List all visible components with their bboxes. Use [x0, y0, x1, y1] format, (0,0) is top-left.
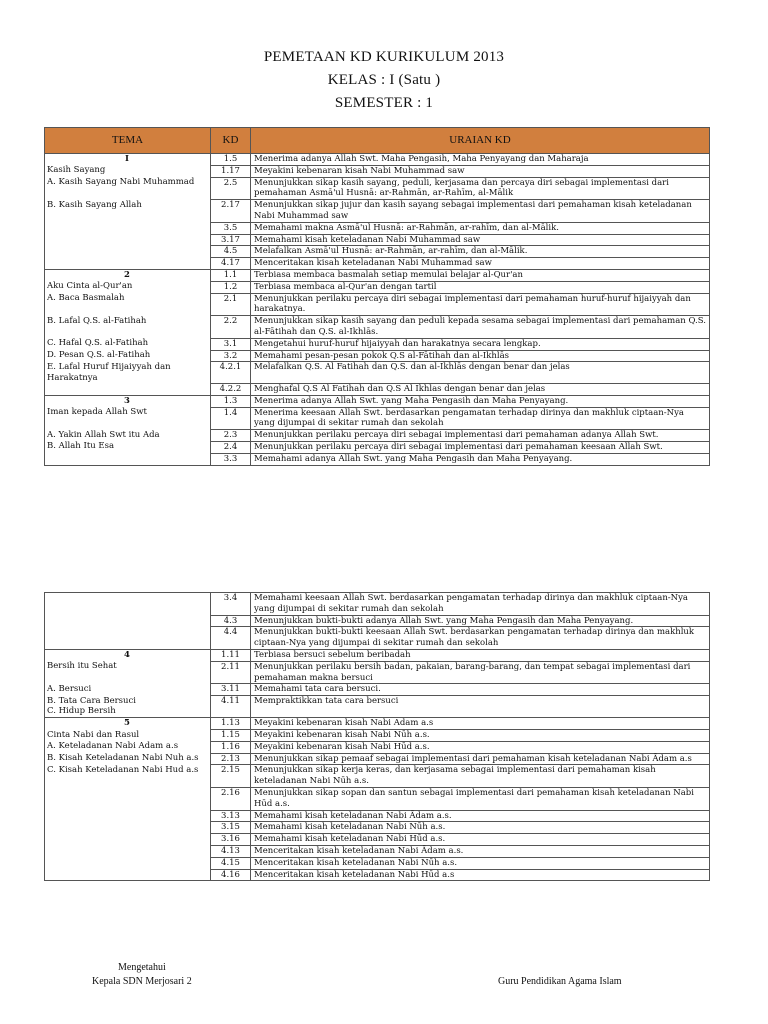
- table-row: [45, 281, 710, 293]
- tema-item: C. Kisah Keteladanan Nabi Hud a.s: [47, 764, 199, 775]
- kd-description: Menceritakan kisah keteladanan Nabi Nūh a.s.: [251, 857, 710, 869]
- tema-item: A. Keteladanan Nabi Adam a.s: [47, 741, 179, 752]
- kd-description: Meyakini kebenaran kisah Nabi Nūh a.s.: [251, 730, 710, 742]
- tema-cell: [45, 316, 211, 339]
- kd-code: 2.2: [211, 316, 251, 339]
- tema-item: D. Pesan Q.S. al-Fatihah: [47, 350, 151, 361]
- kd-code: 4.2.1: [211, 362, 251, 384]
- tema-number: 2: [124, 269, 130, 280]
- table-row: [45, 165, 710, 177]
- tema-cell: [45, 788, 211, 811]
- tema-cell: [45, 165, 211, 177]
- tema-cell: [45, 154, 211, 166]
- kd-description: Menceritakan kisah keteladanan Nabi Ādam a.s.: [251, 846, 710, 858]
- kd-code: 2.4: [211, 441, 251, 453]
- tema-cell: [45, 200, 211, 223]
- kd-code: 2.3: [211, 430, 251, 442]
- kd-description: Menunjukkan perilaku bersih badan, pakaian, barang-barang, dan tempat sebagai implementasi dari pemahaman makna bersuci: [251, 661, 710, 684]
- table-row: [45, 338, 710, 350]
- table-row: [45, 222, 710, 234]
- tema-cell: [45, 834, 211, 846]
- tema-cell: [45, 741, 211, 753]
- kd-description: Terbiasa membaca al-Qur'an dengan tartil: [251, 281, 710, 293]
- table-row: [45, 696, 710, 718]
- tema-item: Iman kepada Allah Swt: [47, 407, 147, 418]
- table-row: [45, 822, 710, 834]
- table-row: [45, 316, 710, 339]
- kd-description: Memahami adanya Allah Swt. yang Maha Pengasih dan Maha Penyayang.: [251, 453, 710, 465]
- kd-code: 1.1: [211, 269, 251, 281]
- table-row: [45, 718, 710, 730]
- tema-cell: [45, 593, 211, 616]
- kd-code: 4.13: [211, 846, 251, 858]
- tema-number: 4: [124, 649, 130, 660]
- table-row: [45, 441, 710, 453]
- kd-description: Meyakini kebenaran kisah Nabi Hūd a.s.: [251, 741, 710, 753]
- tema-cell: [45, 293, 211, 316]
- kd-code: 2.1: [211, 293, 251, 316]
- tema-cell: [45, 246, 211, 258]
- kd-code: 3.13: [211, 810, 251, 822]
- kd-description: Menghafal Q.S Al Fatihah dan Q.S Al Ikhlas dengan benar dan jelas: [251, 383, 710, 395]
- kd-code: 3.2: [211, 350, 251, 362]
- tema-number: 5: [124, 718, 130, 729]
- tema-cell: [45, 810, 211, 822]
- kd-code: 2.5: [211, 177, 251, 200]
- tema-cell: [45, 730, 211, 742]
- table-row: [45, 857, 710, 869]
- kd-description: Menunjukkan sikap pemaaf sebagai implementasi dari pemahaman kisah keteladanan Nabi Ādam a.s: [251, 753, 710, 765]
- teacher-title: Guru Pendidikan Agama Islam: [498, 976, 622, 987]
- tema-item: B. Tata Cara Bersuci: [47, 695, 136, 706]
- table-row: [45, 741, 710, 753]
- kd-code: 1.2: [211, 281, 251, 293]
- table-row: [45, 661, 710, 684]
- semester-label: SEMESTER : 1: [334, 95, 434, 111]
- kd-code: 1.17: [211, 165, 251, 177]
- kd-mapping-table-page2: [44, 592, 710, 881]
- tema-number: 3: [124, 395, 130, 406]
- kd-code: 1.11: [211, 649, 251, 661]
- table-row: [45, 154, 710, 166]
- kd-description: Mengetahui huruf-huruf hijaiyyah dan harakatnya secara lengkap.: [251, 338, 710, 350]
- table-row: [45, 810, 710, 822]
- kd-code: 2.15: [211, 765, 251, 788]
- kd-code: 2.17: [211, 200, 251, 223]
- kd-description: Menunjukkan bukti-bukti keesaan Allah Swt. berdasarkan pengamatan terhadap dirinya dan makhluk ciptaan-Nya yang dijumpai di sekitar rumah dan sekolah: [251, 627, 710, 650]
- tema-number: I: [125, 154, 129, 164]
- tema-cell: [45, 857, 211, 869]
- tema-cell: [45, 258, 211, 270]
- tema-item: E. Lafal Huruf Hijaiyyah dan Harakatnya: [47, 361, 171, 383]
- tema-cell: [45, 222, 211, 234]
- kd-description: Menerima adanya Allah Swt. Maha Pengasih, Maha Penyayang dan Maharaja: [251, 154, 710, 166]
- tema-item: B. Kasih Sayang Allah: [47, 199, 142, 210]
- tema-item: B. Kisah Keteladanan Nabi Nuh a.s: [47, 753, 199, 764]
- kd-code: 1.3: [211, 395, 251, 407]
- kd-code: 3.3: [211, 453, 251, 465]
- kd-description: Menceritakan kisah keteladanan Nabi Hūd a.s: [251, 869, 710, 881]
- kd-code: 1.15: [211, 730, 251, 742]
- header-tema: TEMA: [45, 128, 211, 154]
- tema-cell: [45, 627, 211, 650]
- kd-description: Menunjukkan sikap kerja keras, dan kerjasama sebagai implementasi dari pemahaman kisah keteladanan Nabi Nūh a.s.: [251, 765, 710, 788]
- table-row: [45, 200, 710, 223]
- kd-code: 2.11: [211, 661, 251, 684]
- tema-item: A. Kasih Sayang Nabi Muhammad: [47, 177, 195, 188]
- tema-cell: [45, 177, 211, 200]
- table-row: [45, 395, 710, 407]
- tema-cell: [45, 453, 211, 465]
- table-row: [45, 615, 710, 627]
- tema-cell: [45, 395, 211, 407]
- kd-description: Melafalkan Q.S. Al Fatihah dan Q.S. dan al-Ikhlās dengan benar dan jelas: [251, 362, 710, 384]
- tema-item: B. Lafal Q.S. al-Fatihah: [47, 315, 147, 326]
- tema-item: Bersih itu Sehat: [47, 661, 117, 672]
- kd-description: Melafalkan Asmā'ul Husnā: ar-Rahmān, ar-rahīm, dan al-Mālik.: [251, 246, 710, 258]
- kd-code: 4.3: [211, 615, 251, 627]
- kd-description: Memahami kisah keteladanan Nabi Ādam a.s.: [251, 810, 710, 822]
- tema-cell: [45, 281, 211, 293]
- kd-description: Menunjukkan bukti-bukti adanya Allah Swt. yang Maha Pengasih dan Maha Penyayang.: [251, 615, 710, 627]
- kd-code: 4.17: [211, 258, 251, 270]
- header-kd: KD: [211, 128, 251, 154]
- kd-mapping-table-page1: [44, 127, 710, 466]
- kd-code: 1.5: [211, 154, 251, 166]
- kd-description: Memahami kisah keteladanan Nabi Muhammad saw: [251, 234, 710, 246]
- table-row: [45, 234, 710, 246]
- table-row: [45, 684, 710, 696]
- kd-description: Menunjukkan sikap sopan dan santun sebagai implementasi dari pemahaman kisah keteladanan Nabi Hūd a.s.: [251, 788, 710, 811]
- tema-item: C. Hafal Q.S. al-Fatihah: [47, 338, 149, 349]
- kd-code: 3.4: [211, 593, 251, 616]
- kd-code: 3.5: [211, 222, 251, 234]
- tema-cell: [45, 846, 211, 858]
- kd-code: 1.16: [211, 741, 251, 753]
- kd-description: Memahami kisah keteladanan Nabi Nūh a.s.: [251, 822, 710, 834]
- header-uraian-kd: URAIAN KD: [251, 128, 710, 154]
- kd-description: Meyakini kebenaran kisah Nabi Adam a.s: [251, 718, 710, 730]
- kd-description: Menunjukkan perilaku percaya diri sebagai implementasi dari pemahaman huruf-huruf hijaiyyah dan harakatnya.: [251, 293, 710, 316]
- kd-code: 3.11: [211, 684, 251, 696]
- tema-cell: [45, 718, 211, 730]
- table-row: [45, 430, 710, 442]
- tema-cell: [45, 684, 211, 696]
- kd-description: Menunjukkan sikap kasih sayang, peduli, kerjasama dan percaya diri sebagai implementasi dari pemahaman Asmā'ul Husnā: ar-Rahmān, ar-Rahīm, al-Mālik: [251, 177, 710, 200]
- table-row: [45, 834, 710, 846]
- kd-description: Memahami tata cara bersuci.: [251, 684, 710, 696]
- table-row: [45, 362, 710, 384]
- kd-code: 4.2.2: [211, 383, 251, 395]
- tema-cell: [45, 696, 211, 718]
- tema-cell: [45, 441, 211, 453]
- kd-description: Memahami pesan-pesan pokok Q.S al-Fātihah dan al-Ikhlās: [251, 350, 710, 362]
- principal-title: Kepala SDN Merjosari 2: [92, 976, 192, 987]
- table-header-row: [45, 128, 710, 154]
- kd-code: 4.11: [211, 696, 251, 718]
- tema-cell: [45, 765, 211, 788]
- tema-item: Cinta Nabi dan Rasul: [47, 729, 140, 740]
- table-row: [45, 627, 710, 650]
- kd-description: Memahami makna Asmā'ul Husnā: ar-Rahmān, ar-rahīm, dan al-Mālik.: [251, 222, 710, 234]
- kd-code: 1.13: [211, 718, 251, 730]
- table-row: [45, 407, 710, 430]
- kd-code: 4.16: [211, 869, 251, 881]
- tema-cell: [45, 430, 211, 442]
- tema-cell: [45, 234, 211, 246]
- kd-description: Menunjukkan sikap jujur dan kasih sayang sebagai implementasi dari pemahaman kisah keteladanan Nabi Muhammad saw: [251, 200, 710, 223]
- kd-code: 3.16: [211, 834, 251, 846]
- kd-description: Terbiasa membaca basmalah setiap memulai belajar al-Qur'an: [251, 269, 710, 281]
- tema-item: Aku Cinta al-Qur'an: [47, 281, 133, 292]
- table-row: [45, 593, 710, 616]
- table-row: [45, 846, 710, 858]
- kd-description: Menceritakan kisah keteladanan Nabi Muhammad saw: [251, 258, 710, 270]
- tema-item: A. Yakin Allah Swt itu Ada: [47, 429, 160, 440]
- table-row: [45, 177, 710, 200]
- kd-description: Terbiasa bersuci sebelum beribadah: [251, 649, 710, 661]
- tema-cell: [45, 407, 211, 430]
- tema-cell: [45, 350, 211, 362]
- kd-code: 3.15: [211, 822, 251, 834]
- tema-item: Kasih Sayang: [47, 165, 106, 176]
- kd-code: 2.13: [211, 753, 251, 765]
- tema-cell: [45, 383, 211, 395]
- tema-cell: [45, 269, 211, 281]
- table-row: [45, 258, 710, 270]
- kd-description: Menunjukkan perilaku percaya diri sebagai implementasi dari pemahaman adanya Allah Swt.: [251, 430, 710, 442]
- table-row: [45, 293, 710, 316]
- table-row: [45, 869, 710, 881]
- kd-code: 1.4: [211, 407, 251, 430]
- tema-cell: [45, 649, 211, 661]
- kd-description: Menunjukkan sikap kasih sayang dan peduli kepada sesama sebagai implementasi dari pemahaman Q.S. al-Fātihah dan Q.S. al-Ikhlās.: [251, 316, 710, 339]
- approval-label: Mengetahui: [118, 962, 166, 973]
- table-row: [45, 765, 710, 788]
- kd-description: Memahami kisah keteladanan Nabi Hūd a.s.: [251, 834, 710, 846]
- kd-code: 2.16: [211, 788, 251, 811]
- kd-description: Menerima keesaan Allah Swt. berdasarkan pengamatan terhadap dirinya dan makhluk ciptaan-Nya yang dijumpai di sekitar rumah dan sekolah: [251, 407, 710, 430]
- table-row: [45, 383, 710, 395]
- kd-code: 4.15: [211, 857, 251, 869]
- table-row: [45, 649, 710, 661]
- tema-item: B. Allah Itu Esa: [47, 441, 115, 452]
- kd-code: 3.1: [211, 338, 251, 350]
- class-label: KELAS : I (Satu ): [327, 72, 441, 88]
- table-row: [45, 350, 710, 362]
- tema-cell: [45, 822, 211, 834]
- kd-description: Menerima adanya Allah Swt. yang Maha Pengasih dan Maha Penyayang.: [251, 395, 710, 407]
- tema-cell: [45, 362, 211, 384]
- kd-code: 3.17: [211, 234, 251, 246]
- tema-cell: [45, 615, 211, 627]
- kd-code: 4.4: [211, 627, 251, 650]
- table-row: [45, 453, 710, 465]
- tema-cell: [45, 661, 211, 684]
- tema-item: A. Bersuci: [47, 683, 92, 694]
- table-row: [45, 788, 710, 811]
- tema-item: C. Hidup Bersih: [47, 706, 116, 717]
- tema-cell: [45, 338, 211, 350]
- kd-description: Mempraktikkan tata cara bersuci: [251, 696, 710, 718]
- table-row: [45, 730, 710, 742]
- kd-description: Meyakini kebenaran kisah Nabi Muhammad saw: [251, 165, 710, 177]
- tema-item: A. Baca Basmalah: [47, 293, 125, 304]
- table-row: [45, 269, 710, 281]
- document-title: PEMETAAN KD KURIKULUM 2013: [263, 49, 505, 65]
- table-row: [45, 246, 710, 258]
- tema-cell: [45, 753, 211, 765]
- table-row: [45, 753, 710, 765]
- kd-description: Menunjukkan perilaku percaya diri sebagai implementasi dari pemahaman keesaan Allah Swt.: [251, 441, 710, 453]
- tema-cell: [45, 869, 211, 881]
- kd-code: 4.5: [211, 246, 251, 258]
- kd-description: Memahami keesaan Allah Swt. berdasarkan pengamatan terhadap dirinya dan makhluk ciptaan-Nya yang dijumpai di sekitar rumah dan sekolah: [251, 593, 710, 616]
